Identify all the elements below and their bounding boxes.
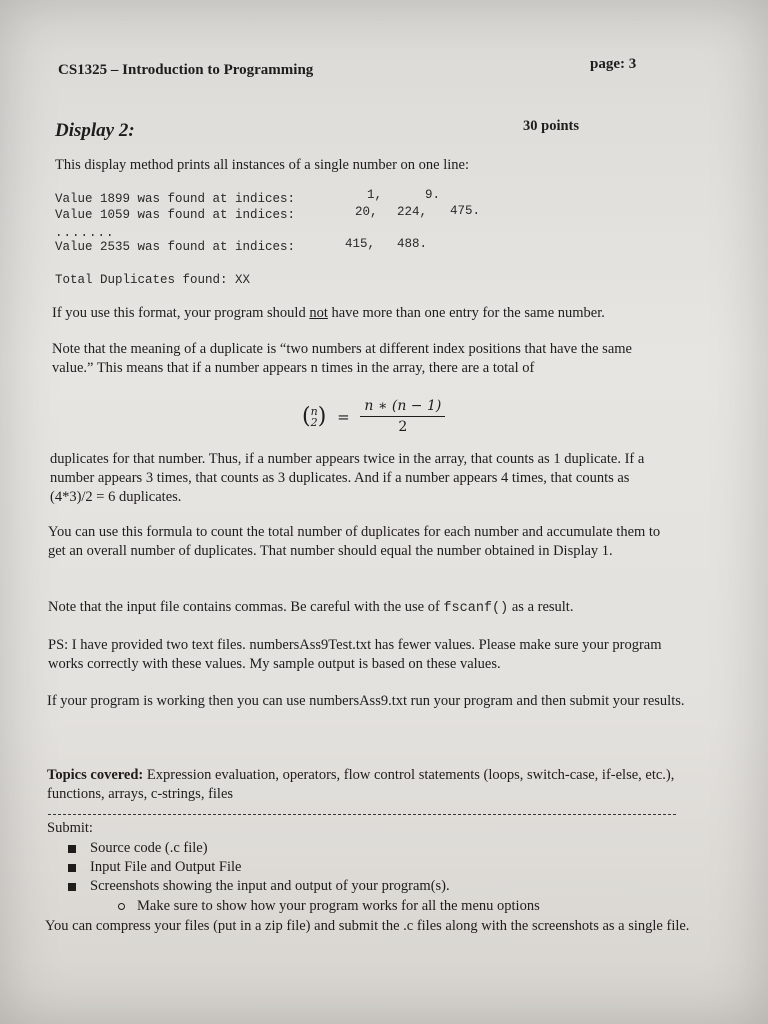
duplicates-paragraph: duplicates for that number. Thus, if a number appears twice in the array, that counts as 1 duplicate. If a number appears 3 times, that counts as 3 duplicates. And if a number appears 4 times, that counts as (4*3)/2 = 6 duplicates. [50,451,645,505]
submit-final-paragraph: You can compress your files (put in a zip file) and submit the .c files along with the screenshots as a single file. [45,918,690,934]
section-heading: Display 2: [55,120,135,141]
sample-line-3 [55,240,295,254]
submit-item-text: Screenshots showing the input and output of your program(s). [90,878,450,894]
commas-paragraph [48,598,688,618]
topics-label: Topics covered: [47,767,144,783]
sample-line-value: 415, [345,237,376,251]
bullet-square-icon [68,845,76,853]
topics-text: Expression evaluation, operators, flow control statements (loops, switch-case, if-else, etc.), functions, arrays, c-strings, files [47,767,675,802]
submit-item [68,859,241,876]
formula-denominator: 2 [398,419,408,435]
binom-bottom: 2 [310,416,318,429]
sample-line-value: 9. [425,188,441,202]
format-paragraph [52,304,692,323]
submit-item [68,878,450,895]
duplicate-meaning-paragraph: Note that the meaning of a duplicate is “two numbers at different index positions that have the same value.” This means that if a number appears n times in the array, there are a total of [52,341,632,376]
sample-line-value: 224, [397,205,428,219]
ps-paragraph: PS: I have provided two text files. numbersAss9Test.txt has fewer values. Please make sure your program works correctly with these values. My sample output is based on these values. [48,637,662,672]
points-label: 30 points [523,118,580,134]
submit-subitem-text: Make sure to show how your program works for all the menu options [137,898,540,914]
combination-formula [302,398,445,435]
sample-line-1 [55,192,295,206]
commas-text-after: as a result. [508,599,574,615]
bullet-square-icon [68,864,76,872]
sample-line-value: 488. [397,237,428,251]
formula-numerator: n ∗ (n − 1) [360,398,445,417]
format-text-after: have more than one entry for the same number. [327,305,605,321]
sample-line-label: Value 1059 was found at indices: [55,208,296,222]
sample-ellipsis: ....... [55,226,115,240]
topics-paragraph [47,766,677,804]
submit-item-text: Input File and Output File [90,859,242,875]
sample-total: Total Duplicates found: XX [55,273,251,287]
code-fscanf: fscanf() [443,601,509,616]
intro-text: This display method prints all instances of a single number on one line: [55,157,469,173]
sample-line-value: 1, [367,188,383,202]
sample-line-2 [55,208,295,222]
submit-item [68,840,208,857]
format-text-underlined: not [309,305,328,321]
binom-top: n [310,405,318,418]
sample-line-label: Value 2535 was found at indices: [55,240,296,254]
sample-line-value: 475. [450,204,481,218]
submit-subitem [118,898,540,915]
working-paragraph: If your program is working then you can use numbersAss9.txt run your program and then submit your results. [47,693,685,709]
bullet-circle-icon [118,903,125,910]
formula-use-paragraph: You can use this formula to count the total number of duplicates for each number and accumulate them to get an overall number of duplicates. That number should equal the number obtained in Display 1. [48,524,661,559]
divider [48,814,676,815]
submit-heading: Submit: [47,820,93,836]
sample-line-label: Value 1899 was found at indices: [55,192,296,206]
page-number: page: 3 [590,56,637,72]
binomial-coefficient: (n 2) [302,404,327,429]
commas-text-before: Note that the input file contains commas. Be careful with the use of [48,599,444,615]
submit-item-text: Source code (.c file) [90,840,208,856]
bullet-square-icon [68,883,76,891]
format-text-before: If you use this format, your program should [52,305,310,321]
course-title: CS1325 – Introduction to Programming [58,62,314,78]
formula-equals: = [337,407,350,426]
formula-fraction [360,398,445,435]
sample-line-value: 20, [355,205,378,219]
